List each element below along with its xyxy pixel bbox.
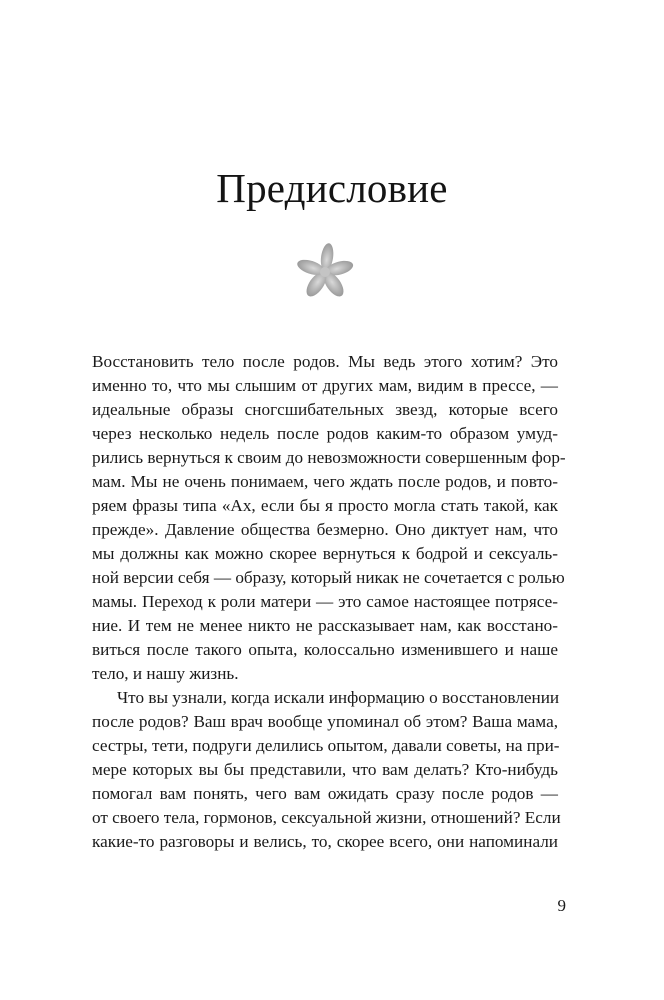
text-line: после родов? Ваш врач вообще упоминал об этом? Ваша мама, xyxy=(92,712,558,731)
text-line: ряем фразы типа «Ах, если бы я просто могла стать такой, как xyxy=(92,496,558,515)
paragraph-2 xyxy=(92,686,561,854)
text-line: идеальные образы сногсшибательных звезд, которые всего xyxy=(92,400,558,419)
text-line: от своего тела, гормонов, сексуальной жизни, отношений? Если xyxy=(92,808,561,827)
text-line: мере которых вы бы представили, что вам делать? Кто-нибудь xyxy=(92,760,558,779)
text-line: мамы. Переход к роли матери — это самое настоящее потрясе- xyxy=(92,592,558,611)
text-line: сестры, тети, подруги делились опытом, давали советы, на при- xyxy=(92,736,560,755)
page-number: 9 xyxy=(557,896,566,915)
text-line: помогал вам понять, чего вам ожидать сразу после родов — xyxy=(92,784,558,803)
text-line: мы должны как можно скорее вернуться к бодрой и сексуаль- xyxy=(92,544,558,563)
text-line: виться после такого опыта, колоссально изменившего и наше xyxy=(92,640,558,659)
text-line: прежде». Давление общества безмерно. Оно диктует нам, что xyxy=(92,520,558,539)
text-line: ние. И тем не менее никто не рассказывает нам, как восстано- xyxy=(92,616,558,635)
paragraph-1 xyxy=(92,350,566,686)
text-line: ной версии себя — образу, который никак не сочетается с ролью xyxy=(92,568,565,587)
text-line: тело, и нашу жизнь. xyxy=(92,664,239,683)
text-line: именно то, что мы слышим от других мам, видим в прессе, — xyxy=(92,376,558,395)
flower-icon xyxy=(296,243,354,301)
page-title: Предисловие xyxy=(216,165,448,211)
text-line: Восстановить тело после родов. Мы ведь этого хотим? Это xyxy=(92,352,558,371)
text-line: через несколько недель после родов каким-то образом умуд- xyxy=(92,424,558,443)
text-line: какие-то разговоры и велись, то, скорее всего, они напоминали xyxy=(92,832,558,851)
body-text xyxy=(92,350,566,854)
text-line: мам. Мы не очень понимаем, чего ждать после родов, и повто- xyxy=(92,472,558,491)
text-line: Что вы узнали, когда искали информацию о восстановлении xyxy=(117,688,560,707)
text-line: рились вернуться к своим до невозможности совершенным фор- xyxy=(92,448,566,467)
